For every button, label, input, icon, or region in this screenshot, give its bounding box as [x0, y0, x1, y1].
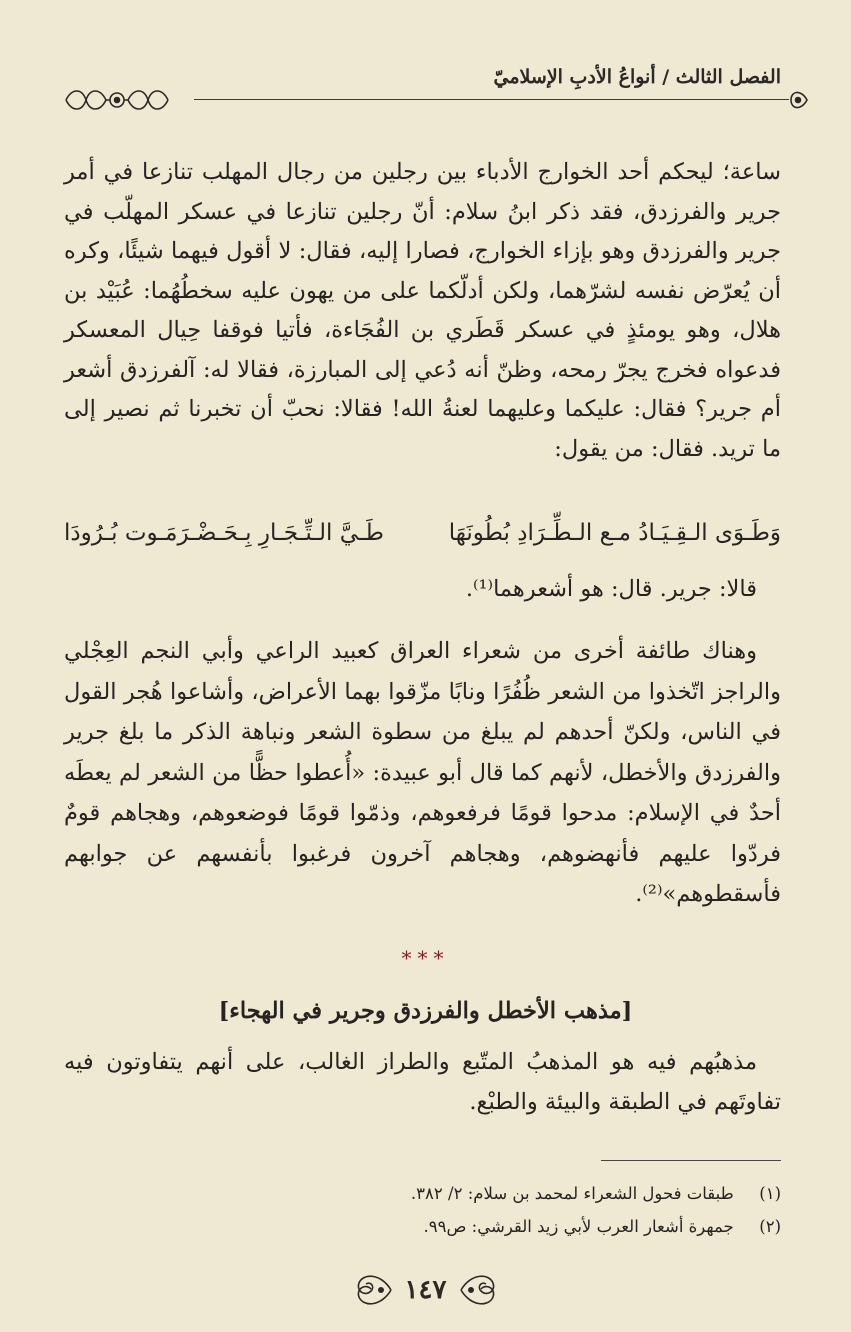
- footnotes: [64, 1177, 781, 1243]
- footnote: [64, 1210, 781, 1243]
- header-rule: [194, 99, 789, 100]
- paragraph: مذهبُهم فيه هو المذهبُ المتّبع والطراز الغالب، على أنهم يتفاوتون فيه تفاوتَهم في الطبقة والبيئة والطبْع.: [64, 1049, 781, 1115]
- verse-second-hemistich: طَـيَّ الـتِّـجَـارِ بِـحَـضْـرَمَـوت بُـرُودَا: [64, 520, 384, 546]
- chapter-title: الفصل الثالث / أنواعُ الأدبِ الإسلاميّ: [493, 66, 781, 88]
- paragraph: وهناك طائفة أخرى من شعراء العراق كعبيد الراعي وأبي النجم العِجْلي والراجز اتّخذوا من الشعر ظُفُرًا ونابًا مزّقوا بهما الأعراض، وأشاعوا هُجر القول في الناس، ولكنّ أحدهم لم يبلغ من سطوة الشعر ونباهة الذكر ما بلغ جرير والفرزدق والأخطل، لأنهم كما قال أبو عبيدة: «أُعطوا حظًّا من الشعر لم يعطَه أحدٌ في الإسلام: مدحوا قومًا فرفعوهم، وذمّوا قومًا فوضعوهم، وهجاهم قومٌ فردّوا عليهم فأنهضوهم، وهجاهم آخرون فرغبوا بأنفسهم عن جوابهم فأسقطوهم»⁽²⁾.: [64, 638, 781, 907]
- main-text-continued: [64, 631, 781, 915]
- page-number: ١٤٧: [404, 1275, 447, 1305]
- footnote-number: (١): [759, 1184, 781, 1203]
- page-number-ornament-icon: [457, 1269, 501, 1311]
- poetry-verse: [64, 520, 781, 560]
- header-ornament-icon: [787, 87, 811, 113]
- verse-answer-line: قالا: جرير. قال: هو أشعرهما⁽¹⁾.: [465, 576, 757, 602]
- running-header: [62, 60, 811, 120]
- main-text: [64, 153, 781, 469]
- footnote: [64, 1177, 781, 1210]
- verse-first-hemistich: وَطَـوَى الـقِـيَـادُ مـع الـطِّـرَادِ بُطُونَهَا: [448, 520, 781, 546]
- footnote-rule: [601, 1160, 781, 1161]
- header-ornament-icon: [62, 80, 172, 120]
- page-number-block: [0, 1265, 851, 1315]
- footnote-text: جمهرة أشعار العرب لأبي زيد القرشي: ص٩٩.: [423, 1217, 734, 1236]
- paragraph: ساعة؛ ليحكم أحد الخوارج الأدباء بين رجلين من رجال المهلب تنازعا في أمر جرير والفرزدق، فقد ذكر ابنُ سلام: أنّ رجلين تنازعا في عسكر المهلّب في جرير والفرزدق وهو بإزاء الخوارج، فصارا إليه، فقال: لا أقول فيهما شيئًا، وكره أن يُعرّض نفسه لشرّهما، ولكن أدلّكما على من يهون عليه سخطُهُما: عُبَيْد بن هلال، وهو يومئذٍ في عسكر قَطَري بن الفُجَاءة، فأتيا فوقفا حِيال المعسكر فدعواه فخرج يجرّ رمحه، وظنّ أنه دُعي إلى المبارزة، فقالا له: آلفرزدق أشعر أم جرير؟ فقال: عليكما وعليهما لعنةُ الله! فقالا: نحبّ أن تخبرنا ثم نصير إلى ما تريد. فقال: من يقول:: [64, 159, 781, 462]
- section-heading: [مذهب الأخطل والفرزدق وجرير في الهجاء]: [218, 998, 633, 1024]
- section-text: [64, 1042, 781, 1122]
- footnote-text: طبقات فحول الشعراء لمحمد بن سلام: ٢/ ٣٨٢.: [410, 1184, 734, 1203]
- section-separator-stars: ***: [401, 946, 450, 970]
- footnote-number: (٢): [759, 1217, 781, 1236]
